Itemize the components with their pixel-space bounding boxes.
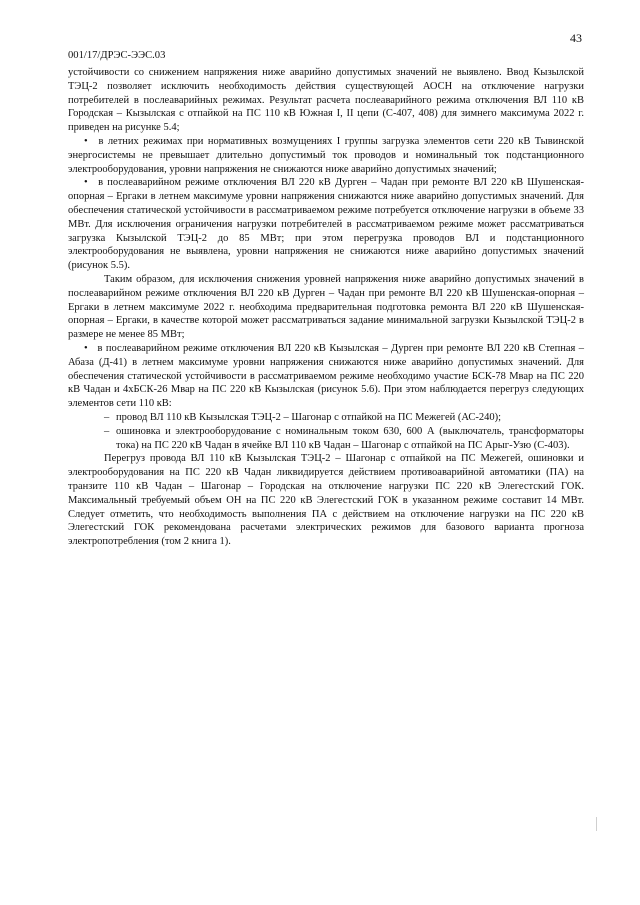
list-item <box>68 425 584 453</box>
paragraph-final: Перегруз провода ВЛ 110 кВ Кызылская ТЭЦ-2 – Шагонар с отпайкой на ПС Межегей, ошиновки и электрооборудования на ПС 220 кВ Чадан ликвидируется действием противоаварийной автоматики (ПА) на транзите 110 кВ Чадан – Шагонар – Городская на отключение нагрузки ПС 220 кВ Элегестский ГОК. Максимальный требуемый объем ОН на ПС 220 кВ Элегестский ГОК в указанном режиме составит 14 МВт. Следует отметить, что необходимость выполнения ПА с действием на отключение нагрузки на ПС 220 кВ Элегестский ГОК рекомендована расчетами электрических режимов для базового варианта прогноза электропотребления (том 2 книга 1). <box>68 453 584 548</box>
document-body <box>68 66 584 549</box>
bullet-item <box>68 176 584 273</box>
bullet-item <box>68 135 584 176</box>
list-item-text: ошиновка и электрооборудование с номинальным током 630, 600 А (выключатель, трансформаторы тока) на ПС 220 кВ Чадан в ячейке ВЛ 110 кВ Чадан – Шагонар с отпайкой на ПС Арыг-Узю (С-403). <box>116 425 584 451</box>
list-item-text: провод ВЛ 110 кВ Кызылская ТЭЦ-2 – Шагонар с отпайкой на ПС Межегей (АС-240); <box>116 411 502 423</box>
document-code: 001/17/ДРЭС-ЭЭС.03 <box>68 50 166 61</box>
bullet-icon: • <box>84 135 88 147</box>
paragraph-continuation: устойчивости со снижением напряжения ниже аварийно допустимых значений не выявлено. Ввод Кызылской ТЭЦ-2 позволяет исключить необходимость действия существующей АОСН на отключение нагрузки потребителей в послеаварийных режимах. Результат расчета послеаварийного режима отключения ВЛ 110 кВ Городская – Кызылская с отпайкой на ПС 110 кВ Южная I, II цепи (С-407, 408) для зимнего максимума 2022 г. приведен на рисунке 5.4; <box>68 67 584 134</box>
bullet-icon: • <box>84 177 88 189</box>
margin-mark <box>596 817 597 831</box>
list-item <box>68 411 584 425</box>
dash-icon: – <box>104 425 110 437</box>
bullet-item <box>68 342 584 411</box>
bullet-text: в летних режимах при нормативных возмущениях I группы загрузка элементов сети 220 кВ Тывинской энергосистемы не превышает длительно допустимый ток проводов и номинальный ток подстанционного электрооборудования, уровни напряжения не снижаются ниже аварийно допустимых значений; <box>68 135 585 175</box>
bullet-text: в послеаварийном режиме отключения ВЛ 220 кВ Кызылская – Дурген при ремонте ВЛ 220 кВ Степная – Абаза (Д-41) в летнем максимуме уровни напряжения снижаются ниже аварийно допустимых значений. Для обеспечения статической устойчивости в рассматриваемом режиме необходимо участие БСК-78 Мвар на ПС 220 кВ Чадан и 4хБСК-26 Мвар на ПС 220 кВ Кызылская (рисунок 5.6). При этом наблюдается перегруз следующих элементов сети 110 кВ: <box>68 342 585 410</box>
dash-icon: – <box>104 411 110 423</box>
page-number: 43 <box>570 31 582 45</box>
bullet-icon: • <box>84 342 88 354</box>
bullet-text: в послеаварийном режиме отключения ВЛ 220 кВ Дурген – Чадан при ремонте ВЛ 220 кВ Шушенская-опорная – Ергаки в летнем максимуме уровни напряжения снижаются ниже аварийно допустимых значений. Для обеспечения статической устойчивости в рассматриваемом режиме потребуется отключение нагрузки в объеме 33 МВт. Для исключения ограничения нагрузки потребителей в рассматриваемом режиме может рассматриваться загрузка Кызылской ТЭЦ-2 до 85 МВт; при этом перегрузка проводов ВЛ и подстанционного электрооборудования не выявлена, уровни напряжения не снижаются ниже аварийно допустимых значений (рисунок 5.5). <box>68 177 585 272</box>
overload-list <box>68 411 584 452</box>
paragraph-conclusion: Таким образом, для исключения снижения уровней напряжения ниже аварийно допустимых значений в послеаварийном режиме отключения ВЛ 220 кВ Дурген – Чадан при ремонте ВЛ 220 кВ Шушенская-опорная – Ергаки в летнем максимуме 2022 г. необходима предварительная подготовка ремонта ВЛ 220 кВ Шушенская-опорная – Ергаки, в качестве которой может рассматриваться задание минимальной загрузки Кызылской ТЭЦ-2 в размере не менее 85 МВт; <box>68 273 584 341</box>
